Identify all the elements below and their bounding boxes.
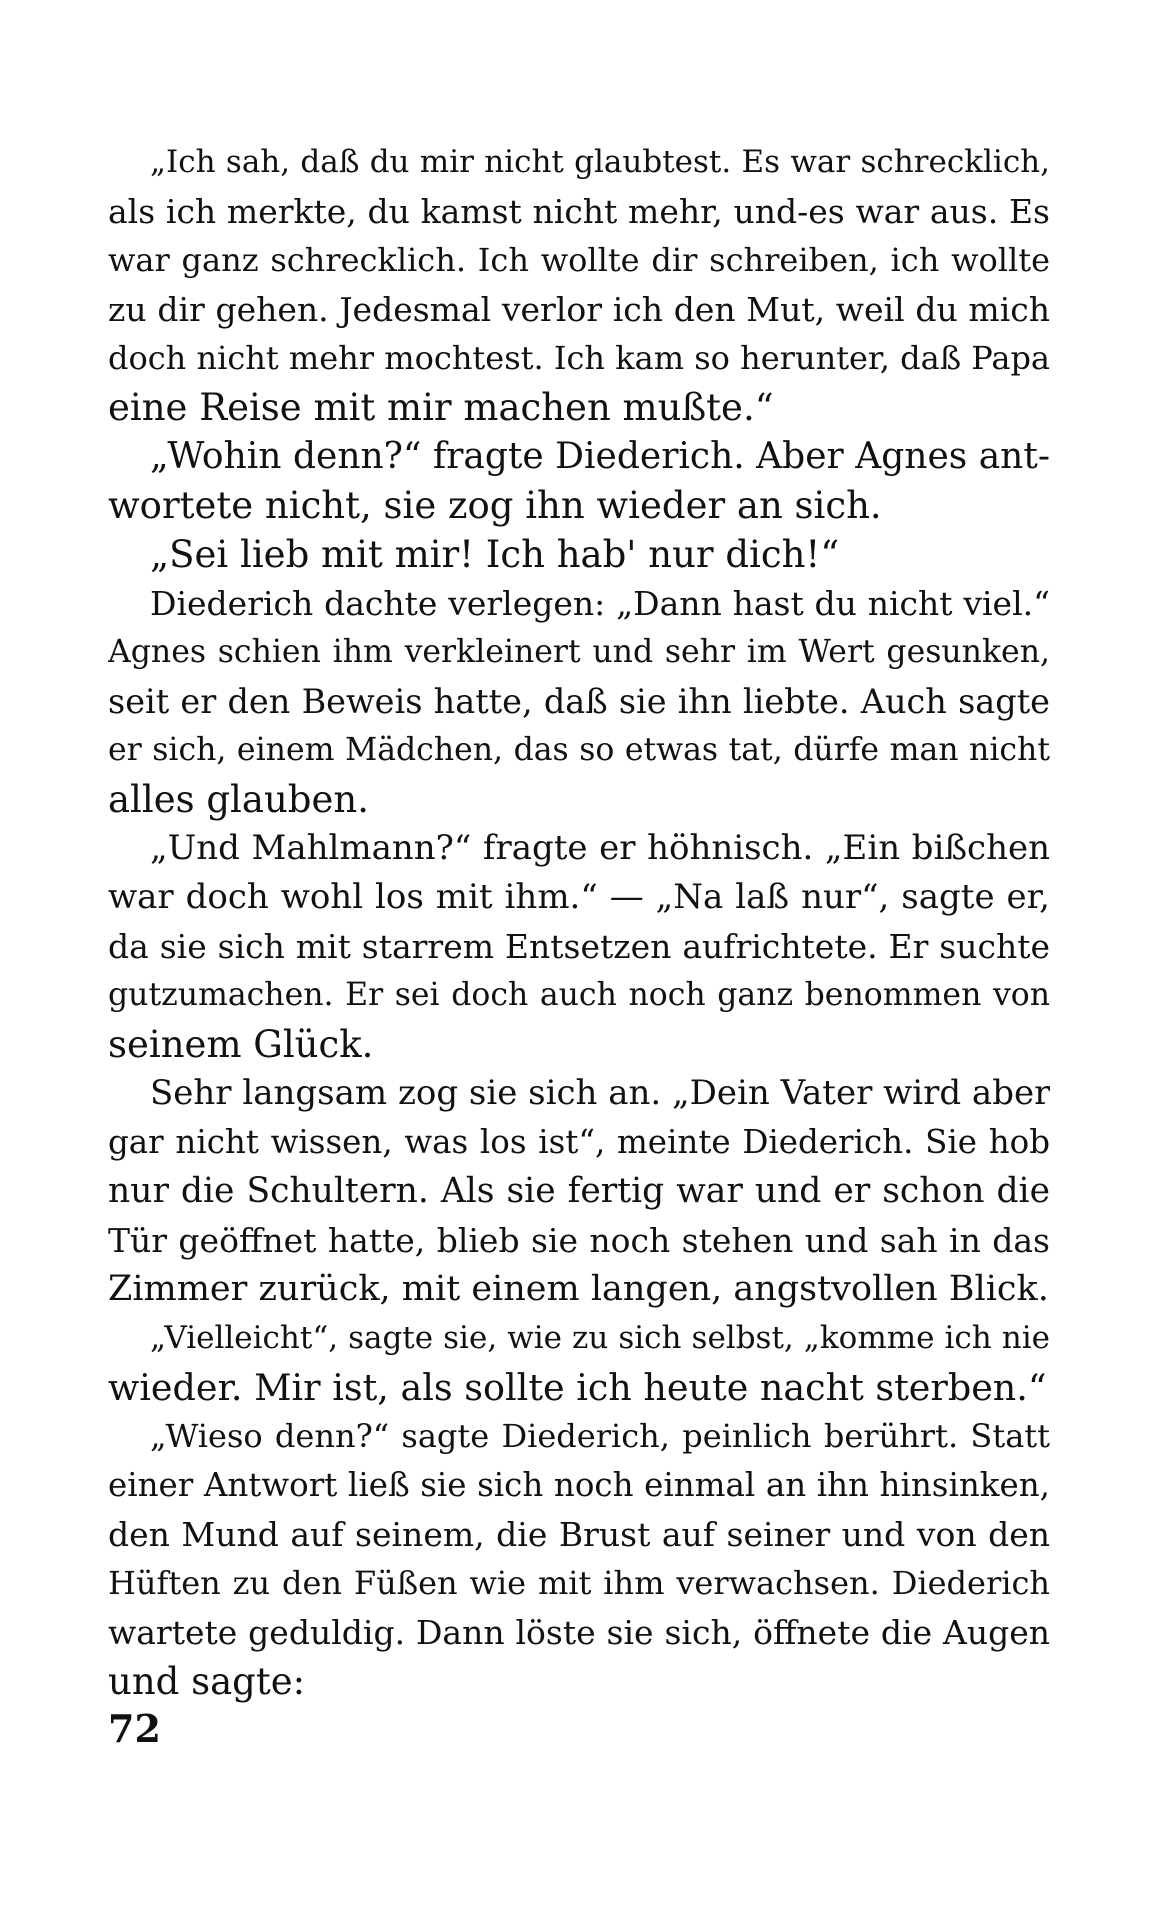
text-line: „Sei lieb mit mir! Ich hab' nur dich!“ (150, 533, 840, 576)
text-line: war ganz schrecklich. Ich wollte dir schreiben, ich wollte (108, 241, 1050, 279)
text-line: doch nicht mehr mochtest. Ich kam so herunter, daß Papa (108, 339, 1050, 377)
text-line: wartete geduldig. Dann löste sie sich, öffnete die Augen (108, 1613, 1050, 1652)
text-line: seit er den Beweis hatte, daß sie ihn liebte. Auch sagte (108, 682, 1050, 721)
text-line: einer Antwort ließ sie sich noch einmal an ihn hinsinken, (108, 1466, 1050, 1504)
text-line: Tür geöffnet hatte, blieb sie noch stehen und sah in das (108, 1221, 1050, 1260)
text-line: war doch wohl los mit ihm.“ — „Na laß nur“, sagte er, (108, 877, 1050, 917)
text-line: Sehr langsam zog sie sich an. „Dein Vater wird aber (150, 1073, 1050, 1113)
text-line: nur die Schultern. Als sie fertig war und er schon die (108, 1171, 1050, 1211)
text-line: Agnes schien ihm verkleinert und sehr im Wert gesunken, (108, 634, 1050, 670)
text-line: Zimmer zurück, mit einem langen, angstvollen Blick. (108, 1269, 1049, 1309)
body-text (108, 138, 1050, 1706)
paragraph (108, 579, 1050, 824)
paragraph (108, 432, 1050, 530)
page-number: 72 (108, 1706, 161, 1751)
text-line: er sich, einem Mädchen, das so etwas tat, dürfe man nicht (108, 732, 1050, 768)
text-line: da sie sich mit starrem Entsetzen aufrichtete. Er suchte (108, 927, 1050, 966)
text-line: gutzumachen. Er sei doch auch noch ganz benommen von (108, 977, 1050, 1013)
text-line: „Vielleicht“, sagte sie, wie zu sich selbst, „komme ich nie (150, 1320, 1050, 1356)
text-line: eine Reise mit mir machen mußte.“ (108, 386, 774, 429)
text-line: „Wohin denn?“ fragte Diederich. Aber Agnes ant- (150, 436, 1050, 477)
paragraph (108, 824, 1050, 1069)
text-line: gar nicht wissen, was los ist“, meinte Diederich. Sie hob (108, 1123, 1050, 1161)
paragraph (108, 1412, 1050, 1706)
text-line: seinem Glück. (108, 1023, 374, 1066)
text-line: als ich merkte, du kamst nicht mehr, und-es war aus. Es (108, 192, 1050, 231)
text-line: alles glauben. (108, 778, 369, 821)
text-line: „Und Mahlmann?“ fragte er höhnisch. „Ein bißchen (150, 828, 1050, 868)
paragraph (108, 138, 1050, 432)
text-line: wortete nicht, sie zog ihn wieder an sich. (108, 484, 882, 527)
paragraph (108, 1069, 1050, 1314)
text-line: Diederich dachte verlegen: „Dann hast du nicht viel.“ (150, 584, 1050, 623)
text-line: Hüften zu den Füßen wie mit ihm verwachsen. Diederich (108, 1564, 1050, 1602)
text-line: und sagte: (108, 1660, 306, 1703)
text-line: den Mund auf seinem, die Brust auf seiner und von den (108, 1515, 1050, 1554)
paragraph (108, 530, 1050, 579)
text-line: zu dir gehen. Jedesmal verlor ich den Mut, weil du mich (108, 290, 1050, 329)
paragraph (108, 1314, 1050, 1412)
text-line: „Wieso denn?“ sagte Diederich, peinlich berührt. Statt (150, 1417, 1050, 1455)
text-line: „Ich sah, daß du mir nicht glaubtest. Es war schrecklich, (150, 144, 1050, 180)
text-line: wieder. Mir ist, als sollte ich heute nacht sterben.“ (108, 1366, 1047, 1409)
